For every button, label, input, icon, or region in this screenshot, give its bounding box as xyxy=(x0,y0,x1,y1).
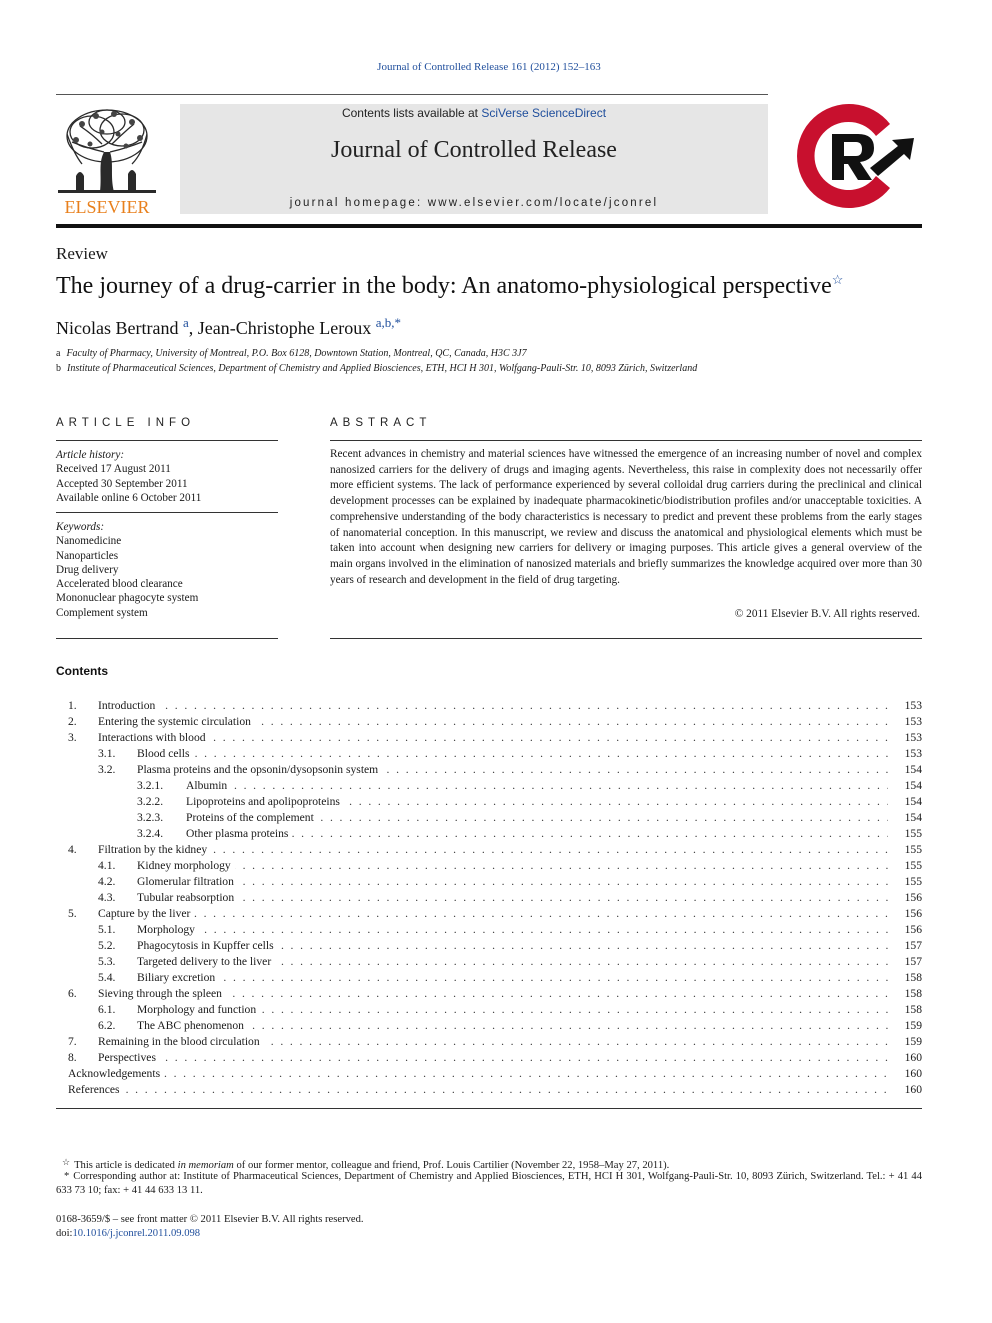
toc-page-number: 159 xyxy=(904,1019,922,1032)
history-label: Article history: xyxy=(56,449,125,461)
abstract-text: Recent advances in chemistry and material sciences have witnessed the emergence of an increasing number of novel and complex nanosized carriers for the delivery of drugs and imaging agents. Nevertheless, this raise in complexity does not necessarily offer more efficient systems. The lack of performance experienced by several colloidal drug carriers during the preclinical and clinical development processes can be explained by inadequate pharmacokinetic/biodistribution profiles and/or unacceptable toxicities. A comprehensive understanding of the body characteristics is necessary to predict and prevent these problems from the early stages of nanomaterial conception. In this manuscript, we review and discuss the anatomical and physiological elements which must be taken into account when designing new carriers for delivery or imaging purposes. This article gives a general overview of the main organs involved in the elimination of nanosized materials and briefly summarizes the knowledge acquired over more than 30 years of research and development in the field of drug targeting. xyxy=(330,448,922,586)
toc-number: 3.2. xyxy=(98,763,116,776)
toc-title[interactable] xyxy=(98,906,888,922)
keywords-label: Keywords: xyxy=(56,521,105,533)
toc-title-text[interactable]: Proteins of the complement xyxy=(186,811,318,824)
dedication-text: of our former mentor, colleague and friend, Prof. Louis Cartilier (November 22, 1958–May 27, 2011). xyxy=(233,1160,670,1171)
toc-title[interactable] xyxy=(98,714,888,730)
toc-title-text[interactable]: Plasma proteins and the opsonin/dysopsonin system xyxy=(137,763,382,776)
toc-page-number: 155 xyxy=(904,875,922,888)
doi-line xyxy=(56,1227,364,1241)
authors: Nicolas Bertrand $^a$, Jean-Christophe Leroux $^{a,b,*}$ xyxy=(56,315,401,338)
article-title xyxy=(56,272,843,300)
toc-number: 7. xyxy=(68,1035,77,1048)
toc-entry[interactable] xyxy=(56,842,922,858)
toc-number: 5.1. xyxy=(98,923,116,936)
toc-number: 3.1. xyxy=(98,747,116,760)
toc-entry[interactable] xyxy=(56,906,922,922)
toc-title[interactable] xyxy=(137,890,888,906)
journal-citation[interactable]: Journal of Controlled Release 161 (2012) 152–163 xyxy=(377,61,601,73)
toc-title[interactable] xyxy=(98,986,888,1002)
author-affiliation-mark[interactable]: a,b,* xyxy=(375,315,401,330)
affiliation-mark: a xyxy=(56,348,61,359)
toc-page-number: 160 xyxy=(904,1051,922,1064)
corresponding-footnote xyxy=(56,1170,922,1199)
toc-page-number: 158 xyxy=(904,987,922,1000)
toc-page-number: 153 xyxy=(904,715,922,728)
toc-title-text[interactable]: Entering the systemic circulation xyxy=(98,715,255,728)
toc-title-text[interactable]: The ABC phenomenon xyxy=(137,1019,248,1032)
corresponding-text: Corresponding author at: Institute of Pharmaceutical Sciences, Department of Chemistry and Applied Biosciences, ETH, HCI H 301, Wolfgang-Pauli-Str. 10, 8093 Zürich, Switzerland. Tel.: + 41 44 633 73 10; fax: + 41 44 633 13 11. xyxy=(56,1171,922,1197)
abstract-rule xyxy=(330,638,922,639)
keyword: Nanoparticles xyxy=(56,549,119,562)
article-info-heading: ARTICLE INFO xyxy=(56,417,196,429)
toc-page-number: 154 xyxy=(904,779,922,792)
toc-title-text[interactable]: References xyxy=(68,1083,124,1096)
toc-entry[interactable] xyxy=(56,810,922,826)
toc-title-text[interactable]: Sieving through the spleen xyxy=(98,987,226,1000)
toc-page-number: 158 xyxy=(904,971,922,984)
toc-title[interactable] xyxy=(68,1082,888,1098)
affiliation xyxy=(56,348,527,359)
keywords xyxy=(56,520,278,620)
corresponding-mark: * xyxy=(64,1171,70,1182)
header-top-rule xyxy=(56,94,768,95)
toc-title-text[interactable]: Kidney morphology xyxy=(137,859,235,872)
toc-page-number: 155 xyxy=(904,843,922,856)
toc-entry[interactable] xyxy=(56,778,922,794)
article-history xyxy=(56,448,278,505)
keyword: Accelerated blood clearance xyxy=(56,578,183,591)
toc-title-text[interactable]: Phagocytosis in Kupffer cells xyxy=(137,939,278,952)
toc-title-text[interactable]: Glomerular filtration xyxy=(137,875,238,888)
issn-line xyxy=(56,1213,364,1242)
toc-page-number: 155 xyxy=(904,827,922,840)
toc-title-text[interactable]: Introduction xyxy=(98,699,159,712)
article-type: Review xyxy=(56,244,108,263)
toc-page-number: 158 xyxy=(904,1003,922,1016)
toc-entry[interactable] xyxy=(56,922,922,938)
toc-page-number: 154 xyxy=(904,811,922,824)
toc-entry[interactable] xyxy=(56,730,922,746)
keyword: Mononuclear phagocyte system xyxy=(56,592,199,605)
toc-number: 5. xyxy=(68,907,77,920)
author-name[interactable]: Jean-Christophe Leroux xyxy=(197,318,372,338)
toc-page-number: 156 xyxy=(904,923,922,936)
journal-title: Journal of Controlled Release xyxy=(331,137,617,163)
toc-title[interactable] xyxy=(137,954,888,970)
doi-link[interactable]: 10.1016/j.jconrel.2011.09.098 xyxy=(72,1228,201,1240)
toc-title[interactable] xyxy=(186,794,888,810)
toc-entry[interactable] xyxy=(56,954,922,970)
toc-page-number: 160 xyxy=(904,1067,922,1080)
history-received: Received 17 August 2011 xyxy=(56,463,171,476)
svg-text:CR: CR xyxy=(786,96,788,97)
author-affiliation-mark[interactable]: a xyxy=(182,315,189,330)
toc-title[interactable] xyxy=(137,922,888,938)
toc-title[interactable] xyxy=(98,730,888,746)
toc-title[interactable] xyxy=(186,810,888,826)
toc-entry[interactable] xyxy=(56,874,922,890)
toc-number: 6.1. xyxy=(98,1003,116,1016)
toc-entry[interactable] xyxy=(56,1050,922,1066)
dedication-star: ☆ xyxy=(62,1157,71,1167)
keyword: Complement system xyxy=(56,606,148,619)
toc-page-number: 154 xyxy=(904,763,922,776)
toc-title[interactable] xyxy=(98,1050,888,1066)
sciencedirect-link[interactable]: SciVerse ScienceDirect xyxy=(481,106,607,120)
abstract-rule xyxy=(330,440,922,441)
journal-homepage[interactable]: journal homepage: www.elsevier.com/locate/jconrel xyxy=(289,197,659,209)
toc-number: 3.2.3. xyxy=(137,811,164,824)
history-online: Available online 6 October 2011 xyxy=(56,491,202,504)
toc-title[interactable] xyxy=(98,698,888,714)
toc-number: 4.2. xyxy=(98,875,116,888)
toc-entry[interactable] xyxy=(56,1066,922,1082)
toc-number: 3.2.4. xyxy=(137,827,164,840)
toc-entry[interactable] xyxy=(56,938,922,954)
toc-number: 5.3. xyxy=(98,955,116,968)
toc-page-number: 157 xyxy=(904,955,922,968)
toc-entry[interactable] xyxy=(56,1018,922,1034)
toc-title[interactable] xyxy=(137,762,888,778)
table-of-contents xyxy=(56,698,922,1098)
toc-title-text[interactable]: Interactions with blood xyxy=(98,731,210,744)
doi-prefix: doi: xyxy=(56,1228,73,1240)
toc-title[interactable] xyxy=(186,778,888,794)
affiliation-text: Institute of Pharmaceutical Sciences, Department of Chemistry and Applied Biosciences, ETH, HCI H 301, Wolfgang-Pauli-Str. 10, 8093 Zürich, Switzerland xyxy=(67,363,698,374)
toc-title-text[interactable]: Lipoproteins and apolipoproteins xyxy=(186,795,344,808)
toc-title[interactable] xyxy=(137,1018,888,1034)
toc-title-text[interactable]: Targeted delivery to the liver xyxy=(137,955,275,968)
elsevier-tree-icon xyxy=(52,104,162,216)
toc-number: 2. xyxy=(68,715,77,728)
abstract-copyright: © 2011 Elsevier B.V. All rights reserved. xyxy=(734,608,920,620)
affiliation xyxy=(56,363,697,374)
contents-heading: Contents xyxy=(56,664,108,678)
toc-entry[interactable] xyxy=(56,746,922,762)
dedication-italic: in memoriam xyxy=(177,1160,234,1171)
toc-entry[interactable] xyxy=(56,794,922,810)
toc-number: 6. xyxy=(68,987,77,1000)
article-title-text: The journey of a drug-carrier in the body: An anatomo-physiological perspective xyxy=(56,273,832,299)
title-footnote-star[interactable]: ☆ xyxy=(831,272,844,287)
history-accepted: Accepted 30 September 2011 xyxy=(56,477,188,490)
toc-page-number: 156 xyxy=(904,907,922,920)
toc-entry[interactable] xyxy=(56,1002,922,1018)
toc-title-text[interactable]: Tubular reabsorption xyxy=(137,891,238,904)
toc-number: 8. xyxy=(68,1051,77,1064)
toc-number: 3.2.2. xyxy=(137,795,164,808)
toc-number: 1. xyxy=(68,699,77,712)
contents-prefix: Contents lists available at xyxy=(341,106,482,120)
affiliation-mark: b xyxy=(56,363,61,374)
toc-entry[interactable] xyxy=(56,698,922,714)
corresponding-star[interactable]: * xyxy=(394,315,401,330)
toc-page-number: 153 xyxy=(904,699,922,712)
toc-entry[interactable] xyxy=(56,986,922,1002)
toc-number: 4. xyxy=(68,843,77,856)
cr-logo-icon xyxy=(786,96,926,214)
toc-entry[interactable] xyxy=(56,826,922,842)
issn-text: 0168-3659/$ – see front matter © 2011 Elsevier B.V. All rights reserved. xyxy=(56,1214,364,1225)
toc-title-text[interactable]: Capture by the liver xyxy=(98,907,194,920)
keyword: Nanomedicine xyxy=(56,535,122,548)
contents-bottom-rule xyxy=(56,1108,922,1109)
contents-availability xyxy=(180,106,768,120)
article-info-rule xyxy=(56,512,278,513)
toc-title[interactable] xyxy=(137,874,888,890)
svg-text:ELSEVIER: ELSEVIER xyxy=(64,197,150,216)
article-info-rule xyxy=(56,638,278,639)
toc-title[interactable] xyxy=(98,1034,888,1050)
toc-title-text[interactable]: Biliary excretion xyxy=(137,971,219,984)
toc-title-text[interactable]: Morphology xyxy=(137,923,199,936)
toc-number: 5.4. xyxy=(98,971,116,984)
toc-title-text[interactable]: Acknowledgements xyxy=(68,1067,164,1080)
toc-number: 3.2.1. xyxy=(137,779,164,792)
toc-title-text[interactable]: Perspectives xyxy=(98,1051,160,1064)
toc-page-number: 153 xyxy=(904,747,922,760)
affiliation-text: Faculty of Pharmacy, University of Montreal, P.O. Box 6128, Downtown Station, Montreal, QC, Canada, H3C 3J7 xyxy=(66,348,527,359)
keyword: Drug delivery xyxy=(56,563,119,576)
toc-number: 3. xyxy=(68,731,77,744)
toc-entry[interactable] xyxy=(56,970,922,986)
toc-entry[interactable] xyxy=(56,858,922,874)
toc-entry[interactable] xyxy=(56,714,922,730)
author-name[interactable]: Nicolas Bertrand xyxy=(56,318,179,338)
toc-title[interactable] xyxy=(137,858,888,874)
toc-page-number: 157 xyxy=(904,939,922,952)
toc-title[interactable] xyxy=(186,826,888,842)
toc-title[interactable] xyxy=(137,938,888,954)
toc-title[interactable] xyxy=(68,1066,888,1082)
toc-page-number: 159 xyxy=(904,1035,922,1048)
toc-title-text[interactable]: Remaining in the blood circulation xyxy=(98,1035,264,1048)
toc-number: 4.1. xyxy=(98,859,116,872)
toc-title-text[interactable]: Albumin xyxy=(186,779,231,792)
toc-title[interactable] xyxy=(137,970,888,986)
toc-number: 4.3. xyxy=(98,891,116,904)
toc-entry[interactable] xyxy=(56,1034,922,1050)
toc-page-number: 155 xyxy=(904,859,922,872)
toc-title[interactable] xyxy=(137,1002,888,1018)
toc-title-text[interactable]: Morphology and function xyxy=(137,1003,260,1016)
article-info-rule xyxy=(56,440,278,441)
elsevier-logo[interactable] xyxy=(52,104,162,216)
toc-title-text[interactable]: Other plasma proteins xyxy=(186,827,292,840)
journal-cr-logo[interactable] xyxy=(786,96,926,214)
toc-page-number: 154 xyxy=(904,795,922,808)
toc-page-number: 160 xyxy=(904,1083,922,1096)
header-thick-rule xyxy=(56,224,922,228)
toc-entry[interactable] xyxy=(56,890,922,906)
toc-title-text[interactable]: Filtration by the kidney xyxy=(98,843,211,856)
toc-page-number: 156 xyxy=(904,891,922,904)
abstract-heading: ABSTRACT xyxy=(330,417,432,429)
toc-entry[interactable] xyxy=(56,762,922,778)
toc-title[interactable] xyxy=(137,746,888,762)
toc-title[interactable] xyxy=(98,842,888,858)
toc-page-number: 153 xyxy=(904,731,922,744)
dedication-text: This article is dedicated xyxy=(74,1160,178,1171)
toc-entry[interactable] xyxy=(56,1082,922,1098)
toc-number: 5.2. xyxy=(98,939,116,952)
toc-number: 6.2. xyxy=(98,1019,116,1032)
toc-title-text[interactable]: Blood cells xyxy=(137,747,194,760)
